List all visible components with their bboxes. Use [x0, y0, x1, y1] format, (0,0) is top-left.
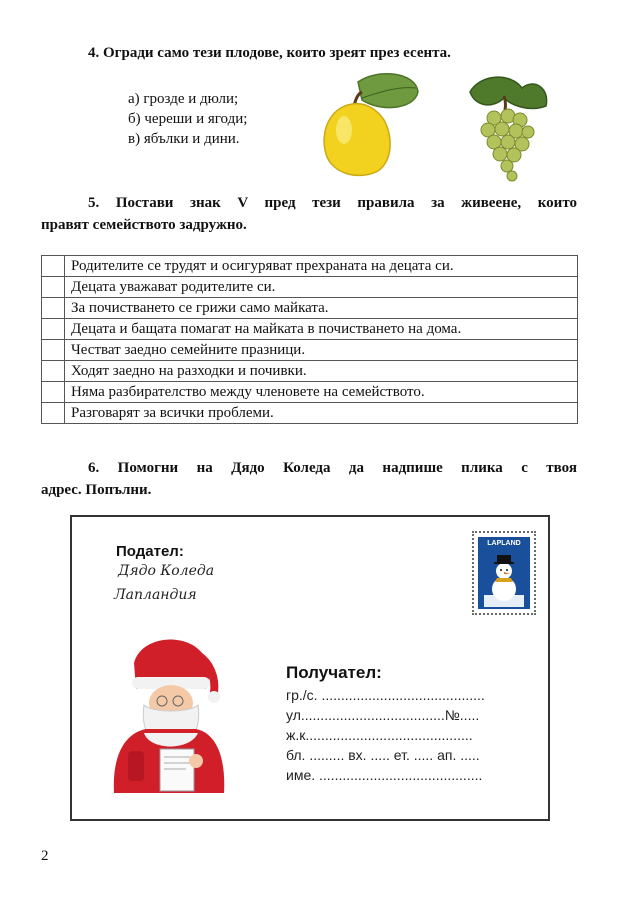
task4-option-a: а) грозде и дюли; — [128, 91, 239, 107]
rule-text: Ходят заедно на разходки и почивки. — [65, 361, 578, 382]
task6-title-line2: адрес. Попълни. — [41, 482, 152, 498]
task5-title-line2: правят семейството задружно. — [41, 217, 247, 233]
receiver-name-field[interactable]: име. .......................................... — [286, 767, 483, 783]
rule-text: Децата уважават родителите си. — [65, 277, 578, 298]
checkbox-cell[interactable] — [42, 382, 65, 403]
receiver-street-field[interactable]: ул.....................................№..... — [286, 707, 480, 723]
task4-title: 4. Огради само тези плодове, които зреят през есента. — [88, 45, 451, 61]
checkbox-cell[interactable] — [42, 256, 65, 277]
table-row — [42, 340, 578, 361]
task6-title-line1: 6. Помогни на Дядо Коледа да надпише плика с твоя — [88, 460, 577, 476]
checkbox-cell[interactable] — [42, 361, 65, 382]
sender-name: Дядо Коледа — [118, 563, 215, 579]
receiver-district-field[interactable]: ж.к........................................... — [286, 727, 473, 743]
receiver-building-field[interactable]: бл. ......... вх. ..... ет. ..... ап. ..... — [286, 747, 480, 763]
rule-text: Децата и бащата помагат на майката в почистването на дома. — [65, 319, 578, 340]
table-row — [42, 298, 578, 319]
rule-text: За почистването се грижи само майката. — [65, 298, 578, 319]
page-number: 2 — [41, 848, 49, 864]
envelope — [70, 515, 550, 821]
sender-place: Лапландия — [114, 587, 197, 603]
checkbox-cell[interactable] — [42, 403, 65, 424]
santa-claus-image — [106, 633, 226, 793]
sender-label: Подател: — [116, 543, 184, 560]
table-row — [42, 277, 578, 298]
task5-title-line1: 5. Постави знак V пред тези правила за живеене, които — [88, 195, 577, 211]
table-row — [42, 319, 578, 340]
checkbox-cell[interactable] — [42, 319, 65, 340]
checkbox-cell[interactable] — [42, 340, 65, 361]
rule-text: Разговарят за всички проблеми. — [65, 403, 578, 424]
receiver-label: Получател: — [286, 663, 382, 682]
grapes-image — [460, 72, 552, 184]
task4-option-c: в) ябълки и дини. — [128, 131, 240, 147]
rule-text: Честват заедно семейните празници. — [65, 340, 578, 361]
snowman-icon — [484, 551, 524, 607]
rule-text: Няма разбирателство между членовете на семейството. — [65, 382, 578, 403]
task4-option-b: б) череши и ягоди; — [128, 111, 248, 127]
table-row — [42, 361, 578, 382]
quince-image — [318, 70, 420, 180]
table-row — [42, 382, 578, 403]
receiver-city-field[interactable]: гр./с. .......................................... — [286, 687, 485, 703]
rules-table — [41, 255, 578, 424]
rule-text: Родителите се трудят и осигуряват прехраната на децата си. — [65, 256, 578, 277]
checkbox-cell[interactable] — [42, 298, 65, 319]
checkbox-cell[interactable] — [42, 277, 65, 298]
table-row — [42, 403, 578, 424]
stamp-text: LAPLAND — [487, 540, 521, 547]
postage-stamp — [472, 531, 536, 615]
table-row — [42, 256, 578, 277]
